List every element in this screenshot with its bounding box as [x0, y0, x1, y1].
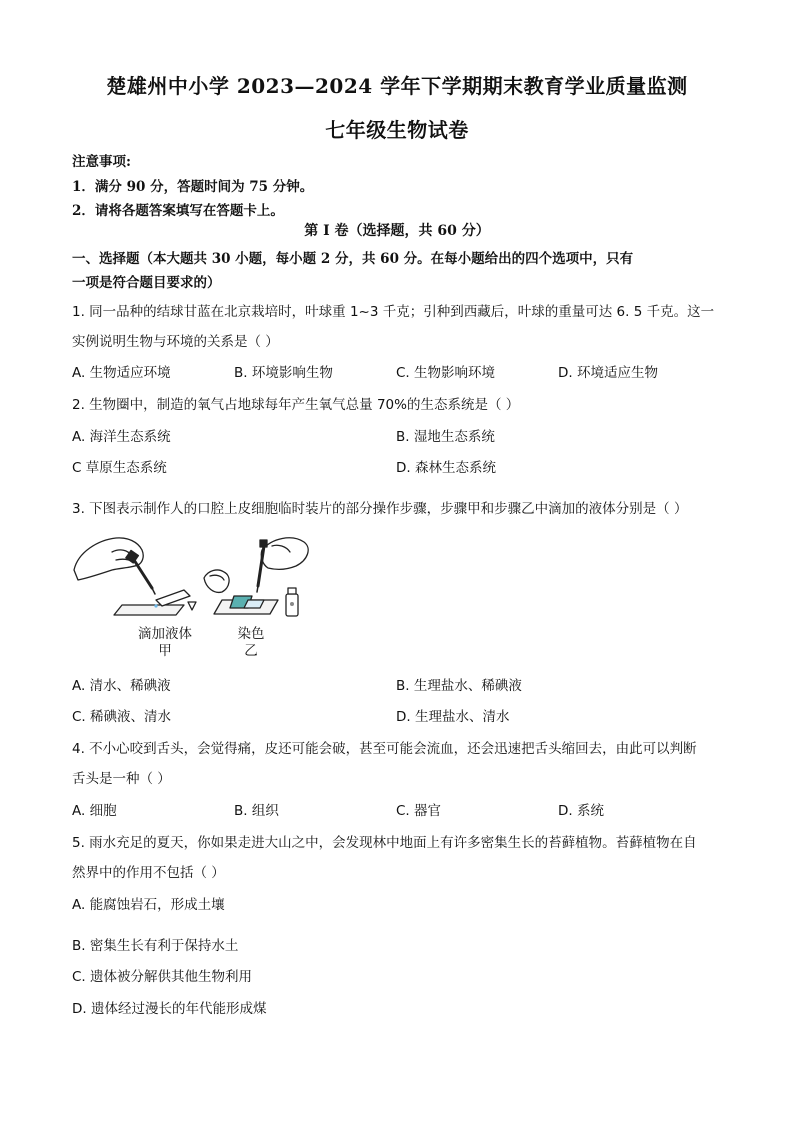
notes-heading: 注意事项:	[72, 154, 131, 170]
question-1-option-c: C. 生物影响环境	[396, 365, 496, 381]
question-1-option-a: A. 生物适应环境	[72, 365, 171, 381]
question-2-option-d: D. 森林生态系统	[396, 460, 496, 476]
section-instruction: 一、选择题（本大题共 30 小题，每小题 2 分，共 60 分。在每小题给出的四个选项中，只有	[72, 251, 634, 267]
question-5-text: 5. 雨水充足的夏天，你如果走进大山之中，会发现林中地面上有许多密集生长的苔藓植物。苔藓植物在自	[72, 835, 697, 851]
question-3-option-a: A. 清水、稀碘液	[72, 678, 171, 694]
staining-illustration	[204, 538, 308, 616]
question-4-option-b: B. 组织	[234, 803, 279, 819]
question-4-text: 舌头是一种（ ）	[72, 771, 171, 787]
figure-label-step-1-marker: 甲	[158, 643, 172, 659]
question-4-option-a: A. 细胞	[72, 803, 117, 819]
question-1-text: 1. 同一品种的结球甘蓝在北京栽培时，叶球重 1~3 千克；引种到西藏后，叶球的重量可达 6. 5 千克。这一	[72, 304, 715, 320]
note-item: 1．满分 90 分，答题时间为 75 分钟。	[72, 179, 314, 195]
question-2-text: 2. 生物圈中，制造的氧气占地球每年产生氧气总量 70%的生态系统是（ ）	[72, 397, 520, 413]
question-5-option-b: B. 密集生长有利于保持水土	[72, 938, 239, 954]
question-5-text: 然界中的作用不包括（ ）	[72, 865, 225, 881]
figure-label-step-2-marker: 乙	[244, 643, 258, 659]
question-2-option-c: C 草原生态系统	[72, 460, 167, 476]
question-5-option-a: A. 能腐蚀岩石，形成土壤	[72, 897, 225, 913]
question-2-option-a: A. 海洋生态系统	[72, 429, 171, 445]
hand-dropper-illustration	[74, 538, 196, 615]
section-title: 第 I 卷（选择题，共 60 分）	[304, 223, 490, 239]
question-5-option-d: D. 遗体经过漫长的年代能形成煤	[72, 1001, 267, 1017]
question-3-text: 3. 下图表示制作人的口腔上皮细胞临时装片的部分操作步骤，步骤甲和步骤乙中滴加的液体分别是（ ）	[72, 501, 688, 517]
question-1-text: 实例说明生物与环境的关系是（ ）	[72, 334, 279, 350]
figure-label-step-1: 滴加液体	[138, 626, 192, 642]
question-4-option-d: D. 系统	[558, 803, 604, 819]
question-3-option-d: D. 生理盐水、清水	[396, 709, 510, 725]
question-3-option-b: B. 生理盐水、稀碘液	[396, 678, 522, 694]
figure-label-step-2: 染色	[237, 626, 265, 642]
section-instruction: 一项是符合题目要求的）	[72, 275, 221, 291]
question-1-option-d: D. 环境适应生物	[558, 365, 658, 381]
question-2-option-b: B. 湿地生态系统	[396, 429, 495, 445]
question-1-option-b: B. 环境影响生物	[234, 365, 333, 381]
exam-subtitle: 七年级生物试卷	[325, 118, 469, 142]
question-4-text: 4. 不小心咬到舌头，会觉得痛，皮还可能会破，甚至可能会流血，还会迅速把舌头缩回去，由此可以判断	[72, 741, 697, 757]
question-5-option-c: C. 遗体被分解供其他生物利用	[72, 969, 253, 985]
question-4-option-c: C. 器官	[396, 803, 442, 819]
note-item: 2．请将各题答案填写在答题卡上。	[72, 203, 284, 219]
slide-preparation-figure	[72, 530, 322, 625]
exam-title: 楚雄州中小学 2023—2024 学年下学期期末教育学业质量监测	[106, 74, 688, 98]
question-3-option-c: C. 稀碘液、清水	[72, 709, 172, 725]
